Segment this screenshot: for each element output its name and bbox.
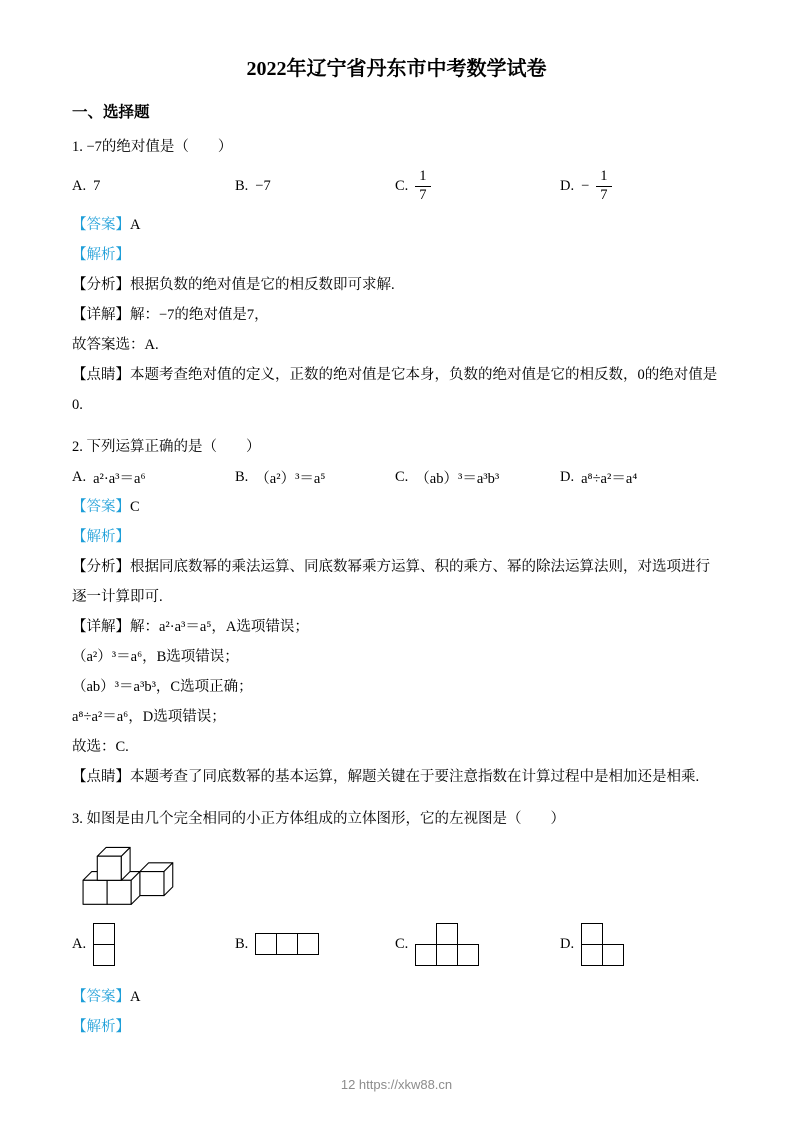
fraction-one-seventh: [415, 169, 430, 202]
q3-option-d-shape: [581, 923, 624, 966]
q2-stem: 2. 下列运算正确的是（ ）: [72, 439, 261, 455]
q3-option-b-label: B.: [235, 935, 249, 952]
fraction-numerator: 1: [596, 169, 611, 186]
page-title: 2022年辽宁省丹东市中考数学试卷: [246, 58, 547, 80]
analysis-label: 【解析】: [72, 1019, 130, 1035]
q3-option-a: [72, 918, 115, 970]
q1-option-d: [560, 162, 612, 210]
q3-option-a-shape: [93, 923, 115, 966]
q1-option-c-label: C.: [395, 177, 409, 194]
fraction-denominator: 7: [419, 186, 427, 203]
q2-option-c-label: C.: [395, 468, 409, 485]
q2-option-c-value: （ab）³＝a³b³: [415, 470, 500, 487]
q1-option-a-value: 7: [93, 177, 101, 194]
q3-stem: 3. 如图是由几个完全相同的小正方体组成的立体图形，它的左视图是（ ）: [72, 811, 565, 827]
isometric-cubes-drawing: [78, 842, 180, 912]
q3-option-d: [560, 918, 624, 970]
q1-option-c: [395, 162, 431, 210]
q3-option-a-label: A.: [72, 935, 87, 952]
fraction-neg-one-seventh: [596, 169, 611, 202]
q2-option-a-label: A.: [72, 468, 87, 485]
q1-option-d-label: D.: [560, 177, 575, 194]
q1-conclusion: 故答案选：A.: [72, 337, 159, 353]
q2-detail-line2: （a²）³＝a⁶，B选项错误；: [72, 649, 239, 665]
q1-option-b: [235, 162, 271, 210]
q2-option-b-value: （a²）³＝a⁵: [255, 470, 326, 487]
q3-analysis-label: [72, 1012, 721, 1042]
q3-option-b-shape: [255, 933, 319, 955]
q2-option-b-label: B.: [235, 468, 249, 485]
q3-option-b: [235, 918, 319, 970]
q2-detail-line3: （ab）³＝a³b³，C选项正确；: [72, 679, 253, 695]
q2-detail-line4: a⁸÷a²＝a⁶，D选项错误；: [72, 709, 226, 725]
q1-option-b-label: B.: [235, 177, 249, 194]
page-footer: 12 https://xkw88.cn: [340, 1077, 453, 1092]
q2-answer-line: [72, 492, 721, 522]
q1-xiangjie: 【详解】解：−7的绝对值是7，: [72, 307, 269, 323]
analysis-label: 【解析】: [72, 247, 130, 263]
q2-options-row: [72, 462, 721, 492]
answer-label: 【答案】: [72, 989, 130, 1005]
q1-fenxi: 【分析】根据负数的绝对值是它的相反数即可求解.: [72, 277, 395, 293]
q1-analysis-label: [72, 240, 721, 270]
q2-answer-value: C: [130, 499, 140, 515]
q3-cube-figure: [78, 842, 721, 912]
q3-option-d-label: D.: [560, 935, 575, 952]
answer-label: 【答案】: [72, 217, 130, 233]
q2-option-a: [72, 462, 146, 492]
q1-option-d-minus: −: [581, 177, 590, 194]
answer-label: 【答案】: [72, 499, 130, 515]
q3-answer-line: [72, 982, 721, 1012]
q3-options-row: [72, 918, 721, 970]
q2-option-c: [395, 462, 499, 492]
q2-option-d-value: a⁸÷a²＝a⁴: [581, 470, 638, 487]
q2-option-d-label: D.: [560, 468, 575, 485]
q2-dianjing: 【点睛】本题考查了同底数幂的基本运算，解题关键在于要注意指数在计算过程中是相加还是相乘.: [72, 769, 700, 785]
q2-conclusion: 故选：C.: [72, 739, 129, 755]
fraction-numerator: 1: [415, 169, 430, 186]
analysis-label: 【解析】: [72, 529, 130, 545]
q1-stem: 1. −7的绝对值是（ ）: [72, 139, 233, 155]
q3-answer-value: A: [130, 989, 141, 1005]
q1-answer-line: [72, 210, 721, 240]
q2-option-d: [560, 462, 637, 492]
section-heading-choice: 一、选择题: [72, 104, 150, 121]
q1-option-a: [72, 162, 100, 210]
q1-dianjing: 【点睛】本题考查绝对值的定义，正数的绝对值是它本身，负数的绝对值是它的相反数，0的绝对值是0.: [72, 367, 718, 413]
fraction-denominator: 7: [600, 186, 608, 203]
q2-option-a-value: a²·a³＝a⁶: [93, 470, 146, 487]
q1-options-row: [72, 162, 721, 210]
q3-option-c-label: C.: [395, 935, 409, 952]
q2-analysis-label: [72, 522, 721, 552]
q1-option-b-value: −7: [255, 177, 271, 194]
q1-answer-value: A: [130, 217, 141, 233]
q3-option-c: [395, 918, 479, 970]
q2-detail-line1: 【详解】解：a²·a³＝a⁵，A选项错误；: [72, 619, 309, 635]
q2-fenxi: 【分析】根据同底数幂的乘法运算、同底数幂乘方运算、积的乘方、幂的除法运算法则，对选项进行逐一计算即可.: [72, 559, 710, 605]
q2-option-b: [235, 462, 325, 492]
q1-option-a-label: A.: [72, 177, 87, 194]
q3-option-c-shape: [415, 923, 479, 966]
